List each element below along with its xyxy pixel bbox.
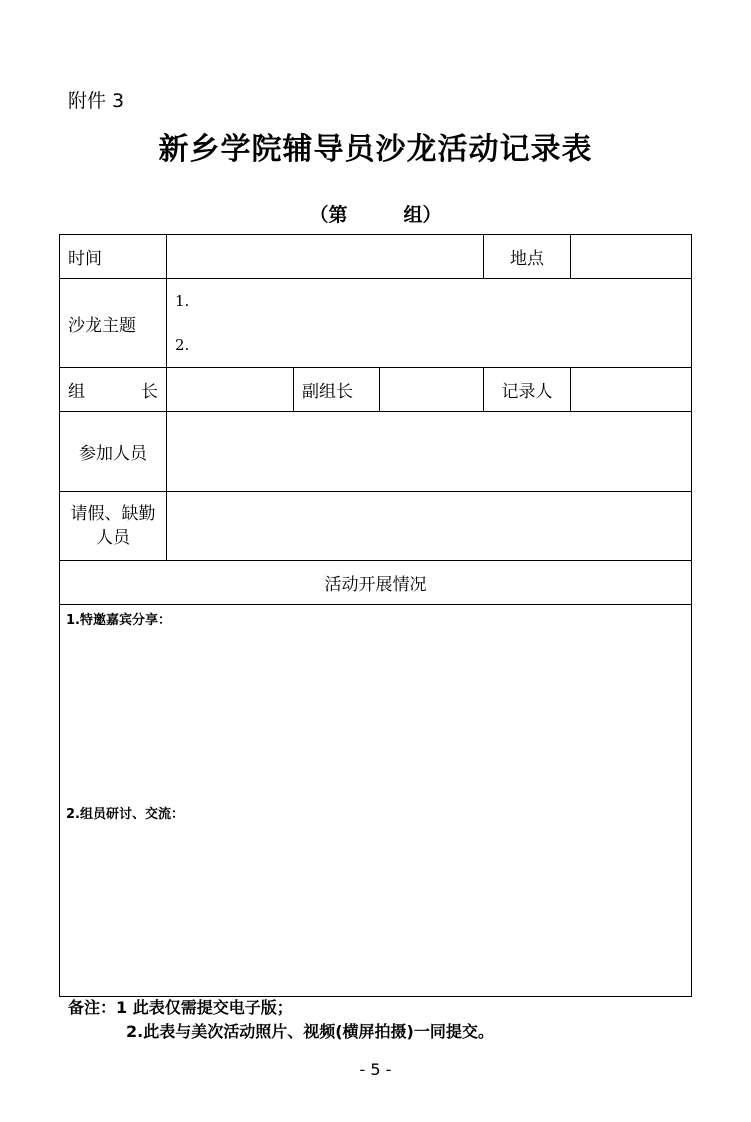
- row-leaders: [60, 368, 692, 412]
- group-prefix: （第: [309, 204, 348, 226]
- recorder-field[interactable]: [571, 368, 692, 412]
- row-activity-title: [60, 561, 692, 605]
- leave-label: [60, 492, 167, 561]
- row-leave: [60, 492, 692, 561]
- topic-item-1: 1.: [175, 292, 190, 310]
- deputy-label: 副组长: [294, 368, 380, 412]
- group-suffix: 组）: [403, 204, 442, 226]
- row-time-place: [60, 235, 692, 279]
- row-topic: [60, 279, 692, 368]
- leader-field[interactable]: [167, 368, 294, 412]
- discussion-label: 2.组员研讨、交流：: [66, 807, 184, 822]
- sharing-label: 1.特邀嘉宾分享：: [66, 613, 171, 628]
- recorder-label: 记录人: [484, 368, 571, 412]
- note-line-1: 备注：1 此表仅需提交电子版；: [68, 998, 293, 1017]
- leave-field[interactable]: [167, 492, 692, 561]
- page-title: 新乡学院辅导员沙龙活动记录表: [158, 132, 593, 167]
- note-line-2: 2.此表与美次活动照片、视频(横屏拍摄)一同提交。: [126, 1022, 494, 1041]
- leader-label: [60, 368, 167, 412]
- topic-label: 沙龙主题: [60, 279, 167, 368]
- participants-label: 参加人员: [60, 412, 167, 492]
- topic-field[interactable]: [167, 279, 692, 368]
- row-participants: [60, 412, 692, 492]
- leader-label-part2: 长: [141, 382, 158, 402]
- place-label: 地点: [484, 235, 571, 279]
- leave-label-line1: 请假、缺勤: [70, 504, 156, 524]
- topic-item-2: 2.: [175, 336, 190, 354]
- time-field[interactable]: [167, 235, 484, 279]
- attachment-label: 附件 3: [68, 90, 125, 112]
- participants-field[interactable]: [167, 412, 692, 492]
- leave-label-line2: 人员: [96, 528, 130, 548]
- activity-section-title: 活动开展情况: [60, 561, 692, 605]
- group-number-line: [0, 200, 751, 227]
- record-table: [59, 234, 692, 997]
- notes: [68, 996, 494, 1044]
- leader-label-part1: 组: [68, 382, 85, 402]
- time-label: 时间: [60, 235, 167, 279]
- activity-content-field[interactable]: [60, 605, 692, 997]
- row-activity-content: [60, 605, 692, 997]
- place-field[interactable]: [571, 235, 692, 279]
- deputy-field[interactable]: [380, 368, 484, 412]
- page-number: - 5 -: [359, 1060, 392, 1079]
